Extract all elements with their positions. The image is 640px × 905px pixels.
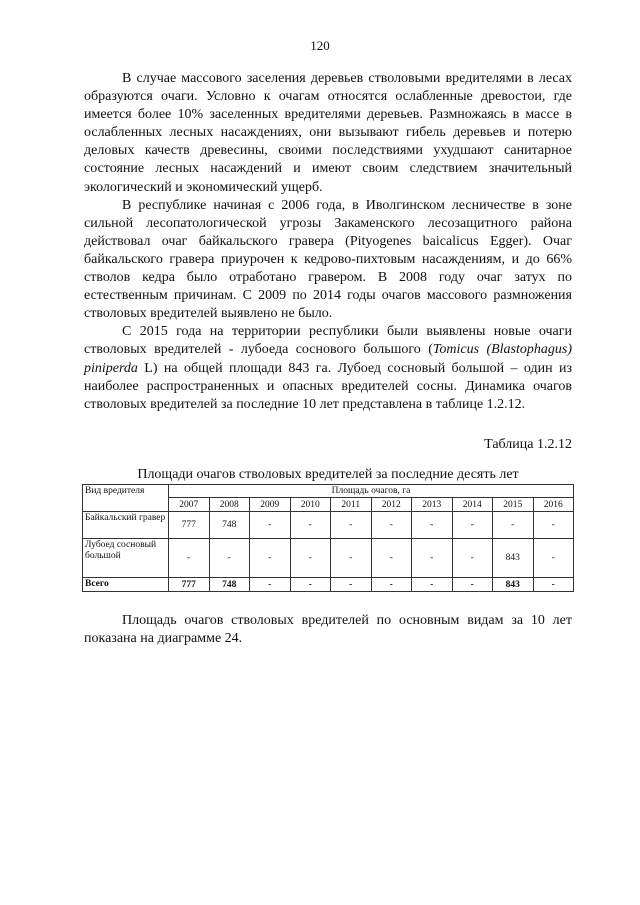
latin-name: Tomicus (Blastophagus) piniperda [84,342,573,376]
year-header: 2013 [412,498,453,512]
area-column-header: Площадь очагов, га [169,485,574,498]
closing-text [84,612,572,648]
year-header: 2007 [169,498,210,512]
area-value: - [371,512,412,539]
area-value: - [533,539,574,578]
area-value: - [493,512,534,539]
area-value: - [331,539,372,578]
paragraph-2: В республике начиная с 2006 года, в Иволгинском лесничестве в зоне сильной лесопатологической угрозы Закаменского лесозащитного района действовал очаг байкальского гравера (Pityogenes baicalicus Egger). Очаг байкальского гравера приурочен к кедрово-пихтовым насаждениям, и до 66% стволов кедра было отработано гравером. В 2008 году очаг затух по естественным причинам. С 2009 по 2014 годы очагов массового размножения стволовых вредителей выявлено не было. [84,197,572,322]
species-name: Лубоед сосновый большой [83,539,169,578]
table-row [83,512,574,539]
pest-area-table [82,484,574,592]
area-value: - [412,539,453,578]
table-caption: Таблица 1.2.12 [484,437,572,452]
area-value: - [290,512,331,539]
area-value: - [331,578,372,592]
table-body [83,512,574,592]
area-value: 748 [209,512,250,539]
paragraph-3 [84,323,572,413]
year-header: 2010 [290,498,331,512]
area-value: - [331,512,372,539]
table-header-row [83,485,574,498]
paragraph-1: В случае массового заселения деревьев стволовыми вредителями в лесах образуются очаги. Условно к очагам относятся ослабленные древостои, где имеется более 10% заселенных вредителями деревьев. Размножаясь в массе в ослабленных лесных насаждениях, они вызывают гибель деревьев и потерю деловых качеств древесины, своими последствиями ухудшают санитарное состояние лесных насаждений и имеют своим следствием значительный экологический и экономический ущерб. [84,71,572,195]
year-header: 2011 [331,498,372,512]
area-value: - [533,578,574,592]
area-value: - [250,539,291,578]
page-number: 120 [310,38,330,53]
total-row [83,578,574,592]
area-value: - [209,539,250,578]
area-value: 777 [169,578,210,592]
total-label: Всего [83,578,169,592]
year-header: 2009 [250,498,291,512]
area-value: - [452,539,493,578]
year-header: 2015 [493,498,534,512]
table-row [83,539,574,578]
area-value: 843 [493,578,534,592]
area-value: - [371,539,412,578]
year-header: 2016 [533,498,574,512]
body-text [84,70,572,414]
area-value: 748 [209,578,250,592]
area-value: - [290,539,331,578]
species-name: Байкальский гравер [83,512,169,539]
area-value: - [412,578,453,592]
area-value: - [452,512,493,539]
year-header: 2008 [209,498,250,512]
year-header: 2014 [452,498,493,512]
area-value: - [452,578,493,592]
area-value: - [250,578,291,592]
species-column-header: Вид вредителя [83,485,169,512]
area-value: - [533,512,574,539]
paragraph-3-start: С 2015 года на территории республики были выявлены новые очаги стволовых вредителей - лубоеда соснового большого ( [84,324,572,358]
closing-paragraph: Площадь очагов стволовых вредителей по основным видам за 10 лет показана на диаграмме 24. [84,613,572,647]
area-value: - [412,512,453,539]
area-value: - [290,578,331,592]
area-value: - [169,539,210,578]
area-value: - [371,578,412,592]
area-value: 843 [493,539,534,578]
table-title: Площади очагов стволовых вредителей за последние десять лет [137,467,519,482]
area-value: 777 [169,512,210,539]
area-value: - [250,512,291,539]
paragraph-3-end: L) на общей площади 843 га. Лубоед сосновый большой – один из наиболее распространенных и опасных вредителей сосны. Динамика очагов стволовых вредителей за последние 10 лет представлена в таблице 1.2.12. [84,360,572,412]
year-header: 2012 [371,498,412,512]
